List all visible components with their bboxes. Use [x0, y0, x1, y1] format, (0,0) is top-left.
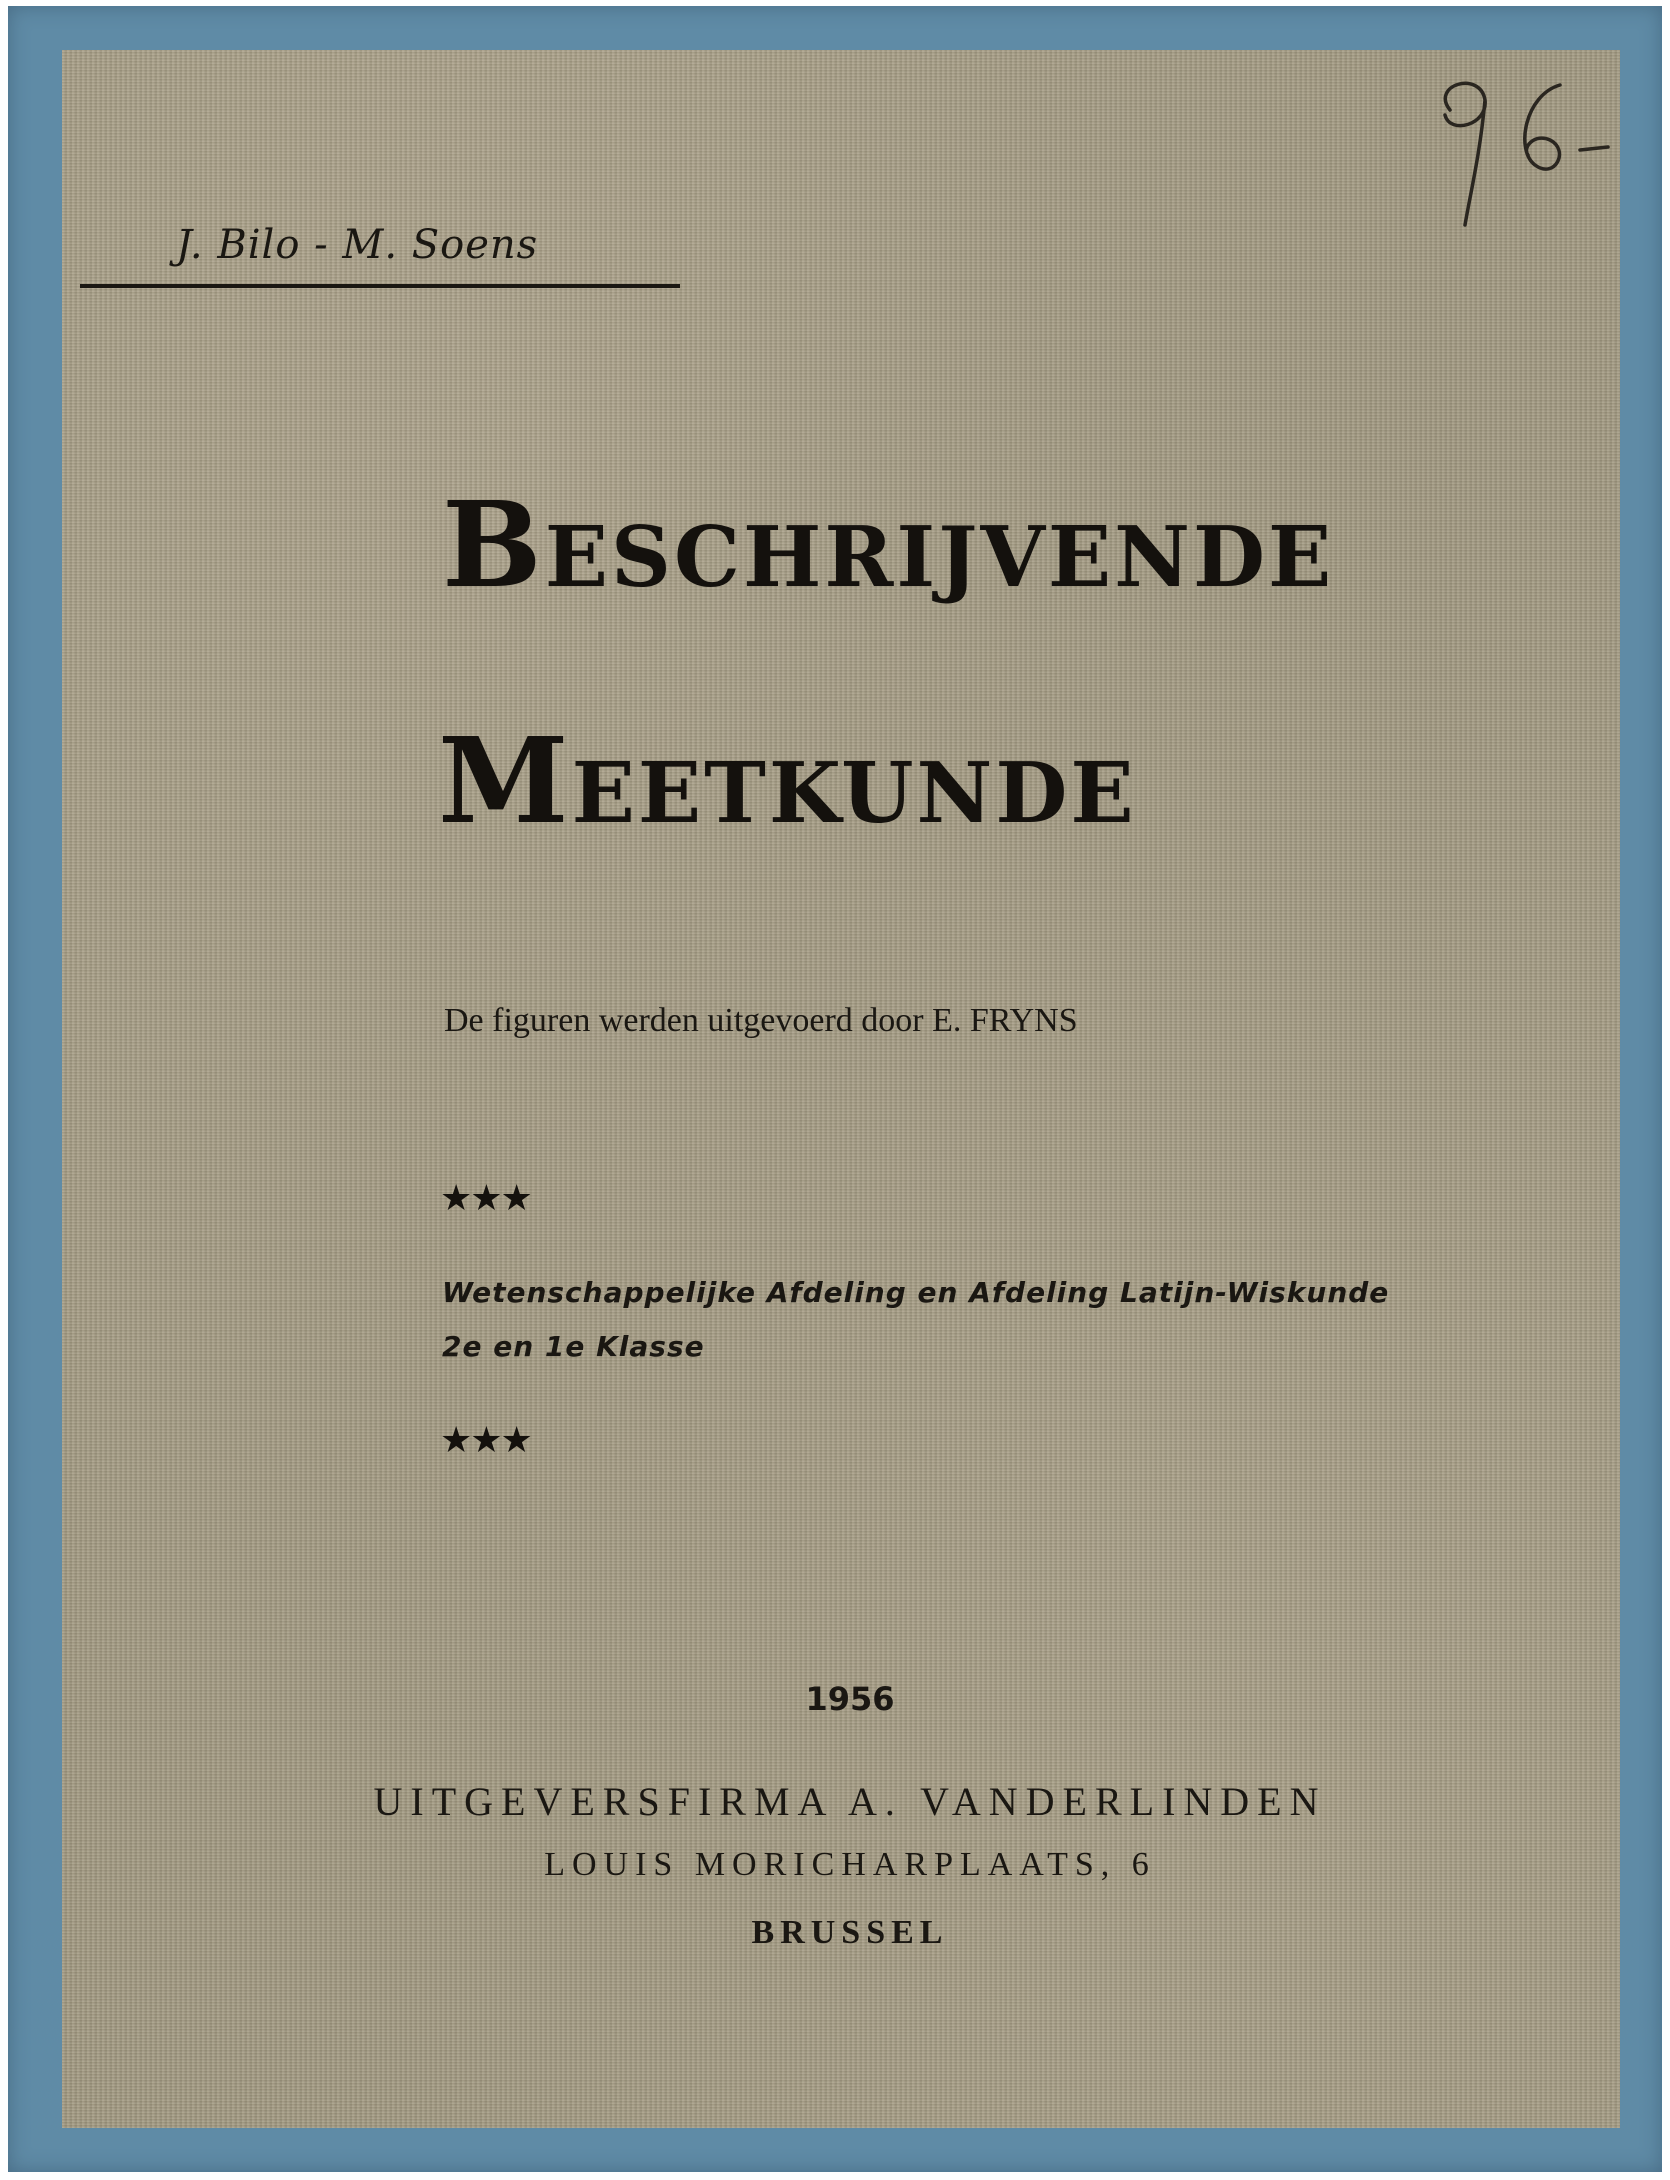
publisher-name: UITGEVERSFIRMA A. VANDERLINDEN [373, 1779, 1327, 1824]
publisher-city: BRUSSEL [751, 1914, 949, 1951]
authors-line: J. Bilo - M. Soens [176, 222, 539, 268]
title-line-2: Meetkunde [438, 711, 1137, 850]
section-line-1: Wetenschappelijke Afdeling en Afdeling Latijn-Wiskunde [442, 1276, 1390, 1309]
publication-year: 1956 [805, 1680, 895, 1718]
authors-underline [80, 284, 680, 288]
handwritten-price-mark [1410, 55, 1610, 245]
title-line-1: Beschrijvende [442, 475, 1335, 614]
illustrator-credit: De figuren werden uitgevoerd door E. FRYNS [444, 1002, 1078, 1039]
publisher-address: LOUIS MORICHARPLAATS, 6 [544, 1846, 1156, 1883]
section-line-2: 2e en 1e Klasse [442, 1330, 705, 1363]
star-ornament-bottom: ★★★ [440, 1420, 531, 1461]
star-ornament-top: ★★★ [440, 1178, 531, 1219]
